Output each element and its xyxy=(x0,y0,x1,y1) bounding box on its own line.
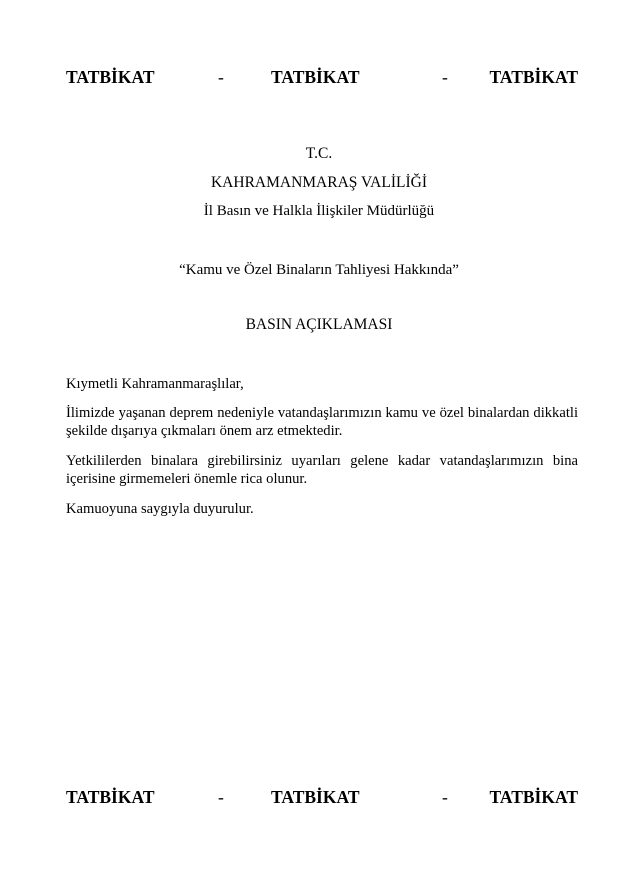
body-paragraph: İlimizde yaşanan deprem nedeniyle vatandaşlarımızın kamu ve özel binalardan dikkatli şekilde dışarıya çıkmaları önem arz etmektedir. xyxy=(66,405,578,439)
document-title: BASIN AÇIKLAMASI xyxy=(245,316,393,333)
drill-label: TATBİKAT xyxy=(271,787,360,807)
greeting: Kıymetli Kahramanmaraşlılar, xyxy=(66,376,244,392)
drill-label: TATBİKAT xyxy=(66,67,155,87)
closing-line: Kamuoyuna saygıyla duyurulur. xyxy=(66,501,254,517)
banner-separator: - xyxy=(218,67,224,87)
drill-label: TATBİKAT xyxy=(489,67,578,87)
top-drill-banner xyxy=(66,67,578,89)
bottom-drill-banner xyxy=(66,787,578,809)
drill-label: TATBİKAT xyxy=(271,67,360,87)
banner-separator: - xyxy=(218,787,224,807)
body-paragraph: Yetkililerden binalara girebilirsiniz uyarıları gelene kadar vatandaşlarımızın bina içerisine girmemeleri önemle rica olunur. xyxy=(66,453,578,487)
banner-separator: - xyxy=(442,67,448,87)
country-heading: T.C. xyxy=(305,145,333,162)
department-heading: İl Basın ve Halkla İlişkiler Müdürlüğü xyxy=(203,203,435,219)
drill-label: TATBİKAT xyxy=(489,787,578,807)
banner-separator: - xyxy=(442,787,448,807)
authority-heading: KAHRAMANMARAŞ VALİLİĞİ xyxy=(210,174,427,191)
subject-line: “Kamu ve Özel Binaların Tahliyesi Hakkında” xyxy=(179,262,459,278)
drill-label: TATBİKAT xyxy=(66,787,155,807)
